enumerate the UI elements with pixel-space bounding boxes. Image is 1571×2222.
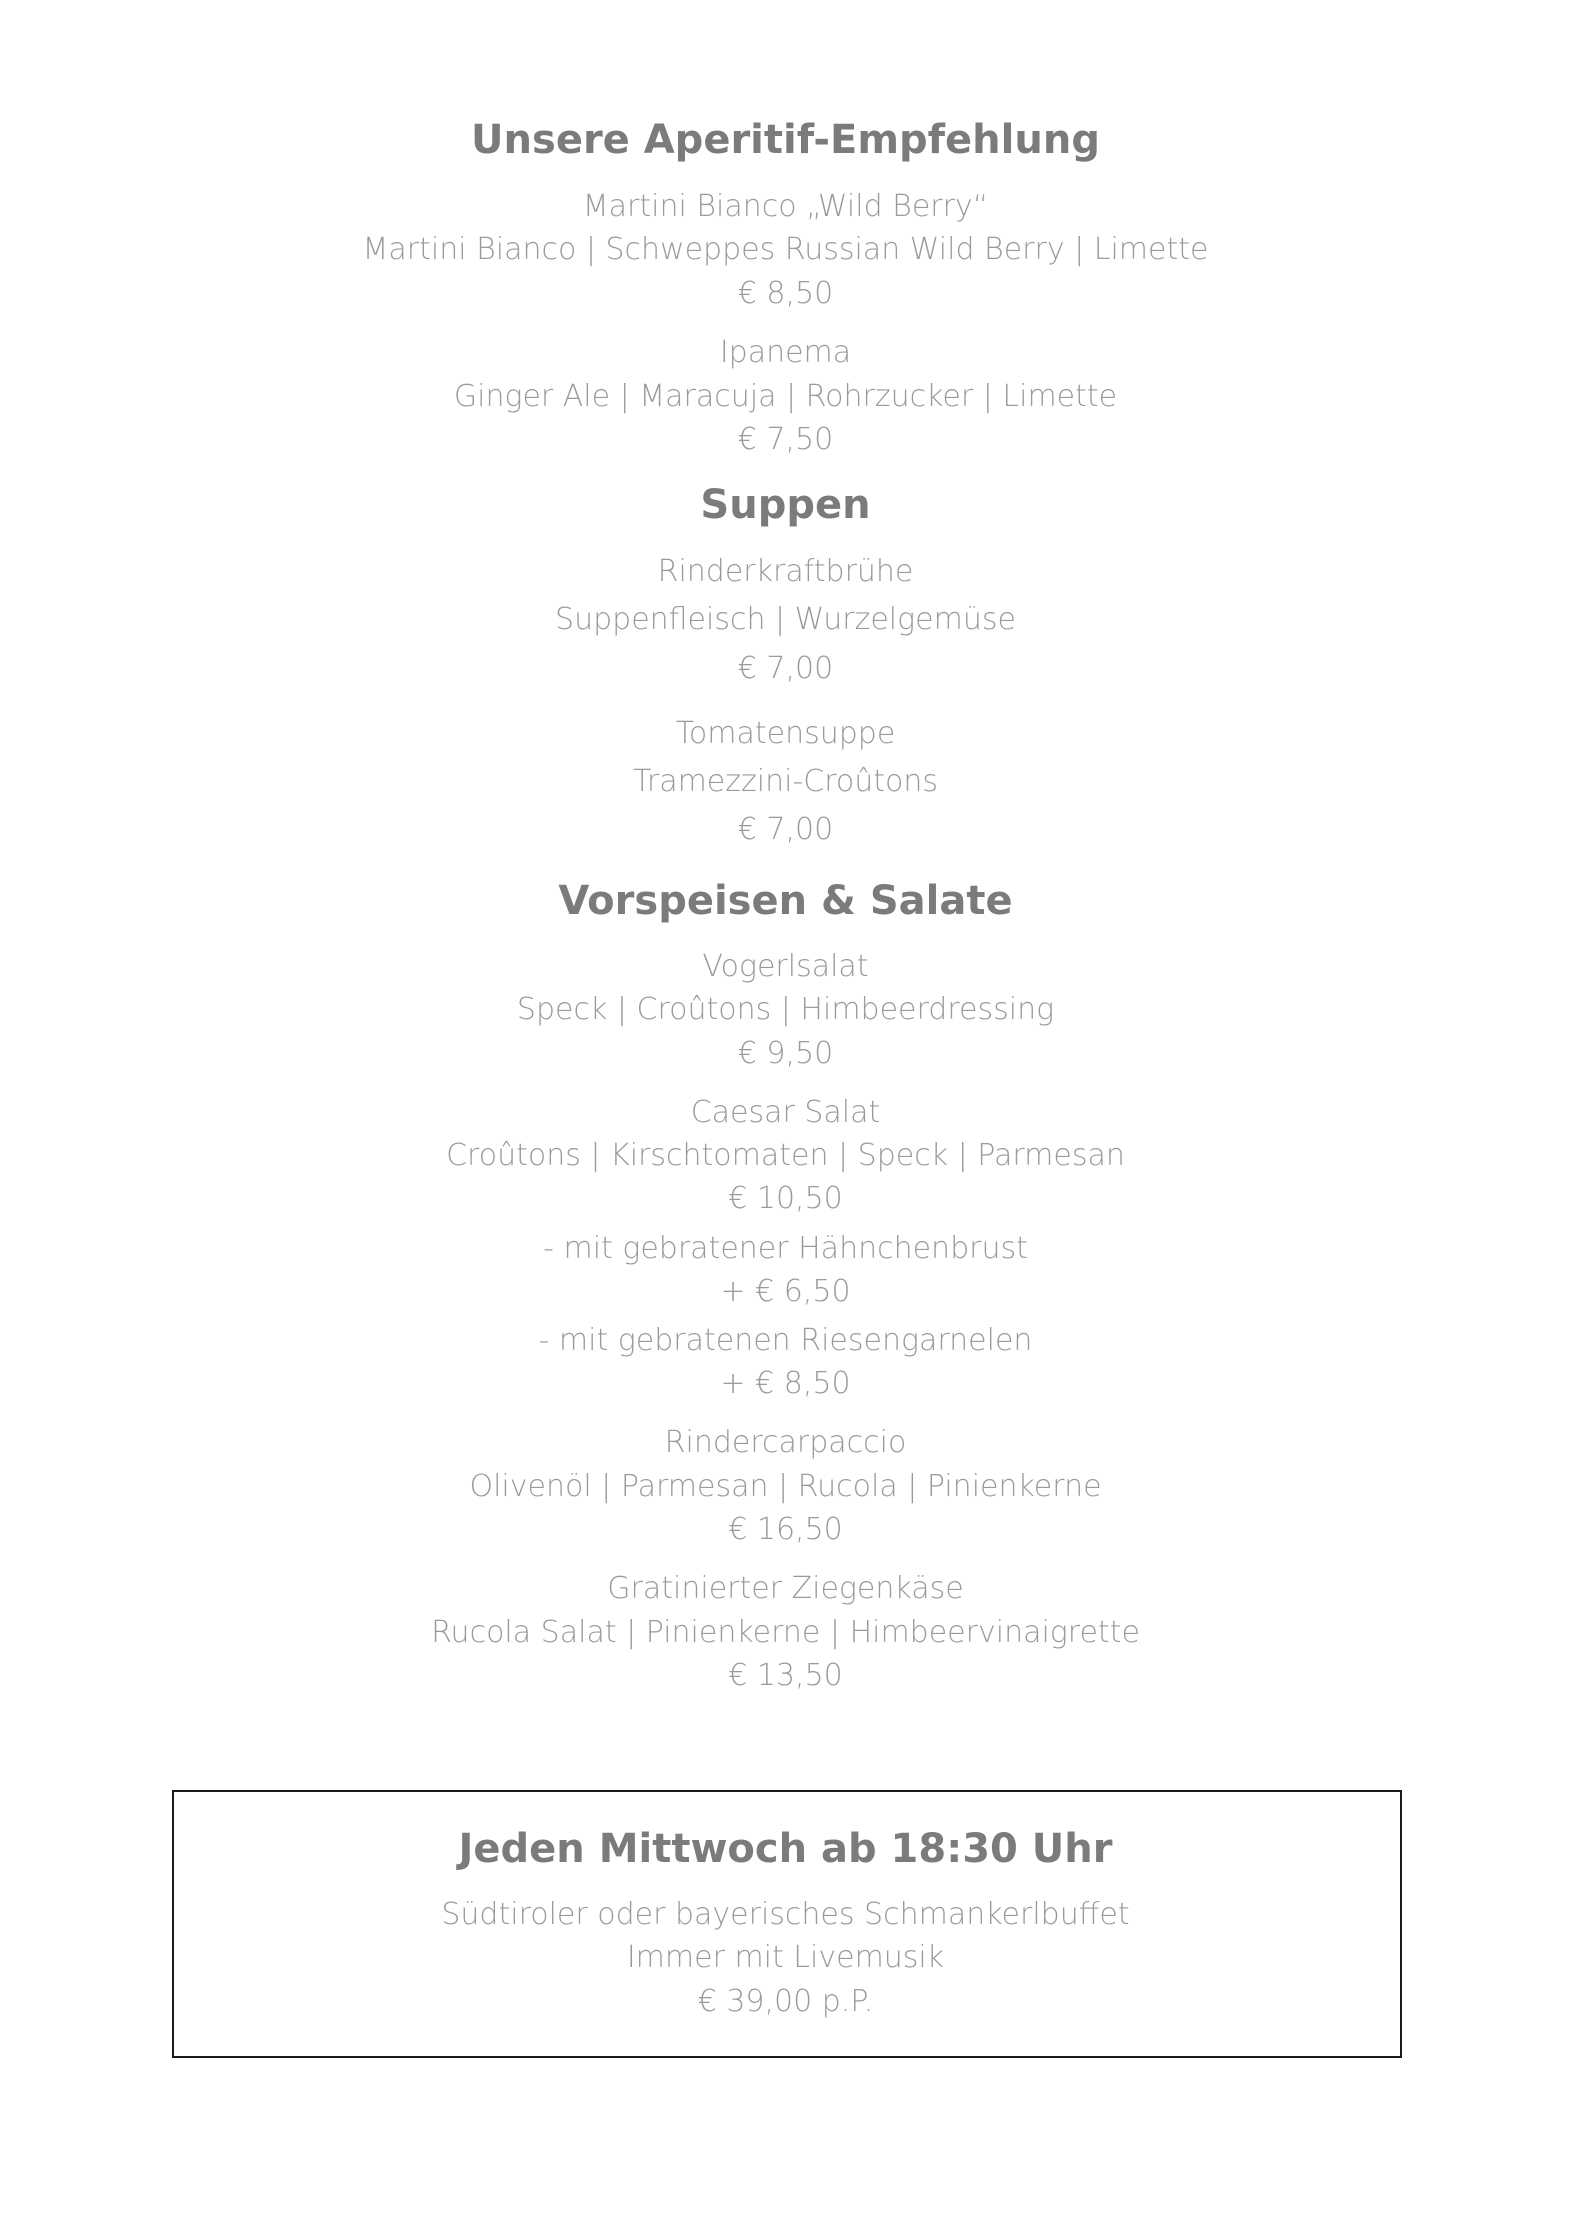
menu-item-name: Rinderkraftbrühe bbox=[657, 554, 914, 589]
menu-item-price: € 10,50 bbox=[728, 1181, 843, 1216]
menu-item-extra: - mit gebratener Hähnchenbrust bbox=[543, 1231, 1028, 1266]
menu-item-description: Speck | Croûtons | Himbeerdressing bbox=[516, 992, 1055, 1027]
section-heading-suppen: Suppen bbox=[700, 482, 871, 528]
menu-item-description: Tramezzini-Croûtons bbox=[632, 764, 939, 799]
menu-item-price: € 7,00 bbox=[737, 812, 834, 847]
menu-item-extra-price: + € 6,50 bbox=[720, 1274, 851, 1309]
menu-item-price: € 9,50 bbox=[737, 1036, 834, 1071]
menu-item-name: Martini Bianco „Wild Berry“ bbox=[582, 189, 989, 224]
menu-item-name: Tomatensuppe bbox=[675, 716, 896, 751]
menu-item-name: Vogerlsalat bbox=[702, 949, 869, 984]
menu-item-description: Ginger Ale | Maracuja | Rohrzucker | Limette bbox=[453, 379, 1118, 414]
special-offer-heading: Jeden Mittwoch ab 18:30 Uhr bbox=[458, 1826, 1113, 1872]
menu-item-description: Olivenöl | Parmesan | Rucola | Pinienkerne bbox=[469, 1469, 1102, 1504]
menu-item-price: € 16,50 bbox=[728, 1512, 843, 1547]
special-offer-price: € 39,00 p.P. bbox=[697, 1984, 874, 2019]
special-offer-line: Südtiroler oder bayerisches Schmankerlbuffet bbox=[441, 1897, 1130, 1932]
menu-item-extra-price: + € 8,50 bbox=[720, 1366, 851, 1401]
menu-item-price: € 7,00 bbox=[737, 651, 834, 686]
menu-item-price: € 8,50 bbox=[737, 276, 834, 311]
menu-item-name: Gratinierter Ziegenkäse bbox=[607, 1571, 964, 1606]
section-heading-vorspeisen: Vorspeisen & Salate bbox=[558, 878, 1013, 924]
menu-item-description: Suppenfleisch | Wurzelgemüse bbox=[555, 602, 1016, 637]
menu-item-extra: - mit gebratenen Riesengarnelen bbox=[538, 1323, 1033, 1358]
menu-item-price: € 13,50 bbox=[728, 1658, 843, 1693]
menu-item-name: Caesar Salat bbox=[690, 1095, 881, 1130]
menu-item-price: € 7,50 bbox=[737, 422, 834, 457]
menu-item-description: Croûtons | Kirschtomaten | Speck | Parmesan bbox=[446, 1138, 1125, 1173]
section-heading-aperitif: Unsere Aperitif-Empfehlung bbox=[471, 117, 1100, 163]
menu-item-name: Rindercarpaccio bbox=[664, 1425, 907, 1460]
menu-item-name: Ipanema bbox=[719, 335, 852, 370]
special-offer-line: Immer mit Livemusik bbox=[626, 1940, 945, 1975]
menu-item-description: Rucola Salat | Pinienkerne | Himbeervinaigrette bbox=[431, 1615, 1140, 1650]
menu-item-description: Martini Bianco | Schweppes Russian Wild Berry | Limette bbox=[362, 232, 1209, 267]
